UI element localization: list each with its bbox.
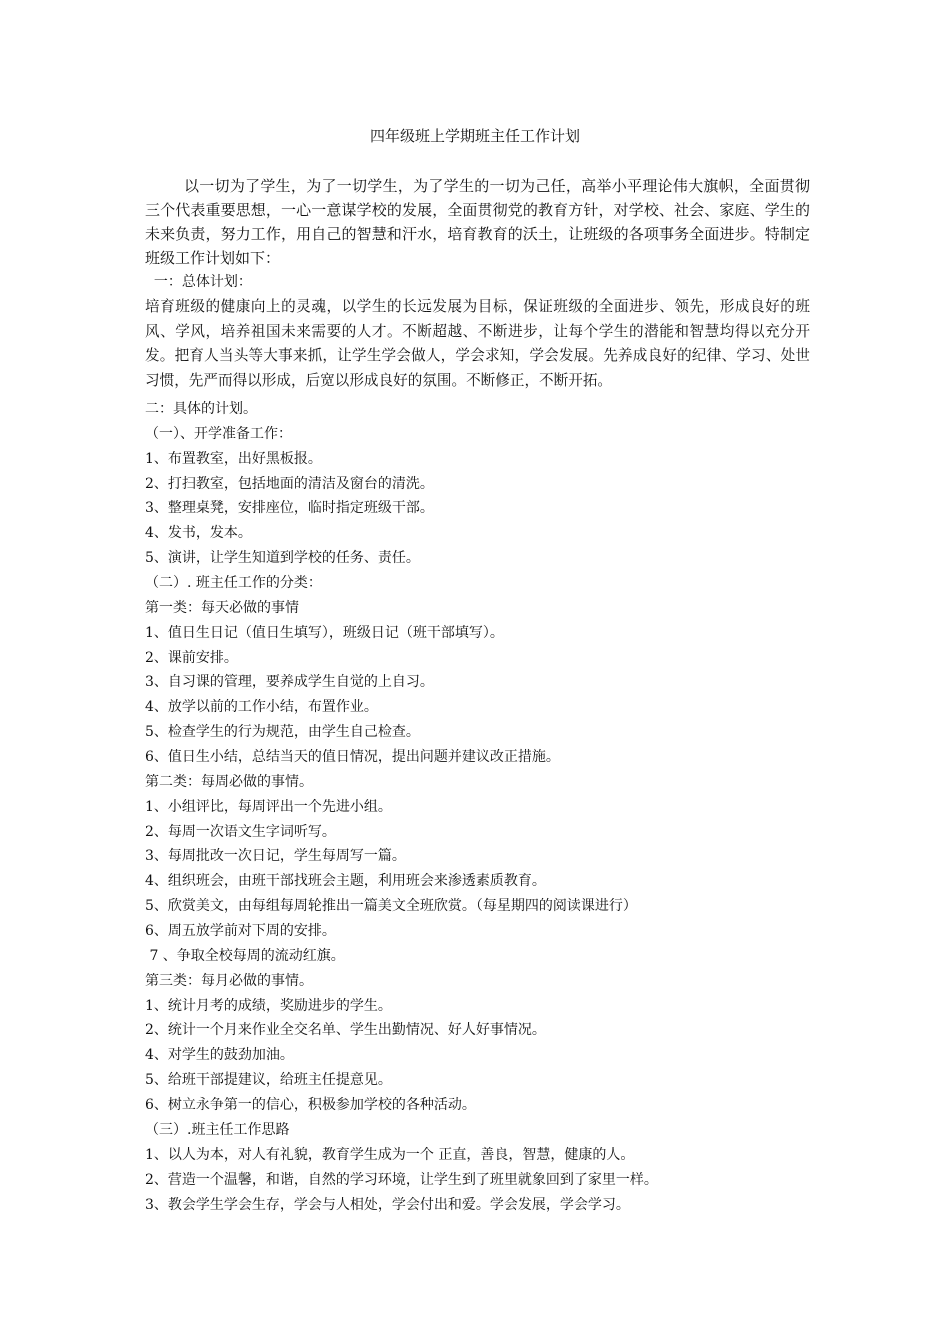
plan-line: 4、对学生的鼓劲加油。: [145, 1047, 294, 1064]
plan-line: 3、教会学生学会生存，学会与人相处，学会付出和爱。学会发展，学会学习。: [145, 1196, 630, 1213]
plan-line: 6、周五放学前对下周的安排。: [145, 923, 336, 940]
plan-line: （三）.班主任工作思路: [145, 1121, 290, 1138]
plan-line: 7 、争取全校每周的流动红旗。: [145, 947, 345, 964]
plan-line: 4、放学以前的工作小结，布置作业。: [145, 699, 378, 716]
plan-line: 6、值日生小结，总结当天的值日情况，提出问题并建议改正措施。: [145, 749, 560, 766]
plan-line: 3、每周批改一次日记，学生每周写一篇。: [145, 848, 406, 865]
plan-line: 2、每周一次语文生字词听写。: [145, 823, 336, 840]
plan-lines: [145, 397, 810, 1217]
plan-line: 第一类：每天必做的事情: [145, 599, 299, 616]
plan-line: 5、演讲，让学生知道到学校的任务、责任。: [145, 550, 420, 567]
plan-line: 1、布置教室，出好黑板报。: [145, 450, 322, 467]
plan-line: 6、树立永争第一的信心，积极参加学校的各种活动。: [145, 1097, 476, 1114]
plan-line: 1、以人为本，对人有礼貌，教育学生成为一个 正直，善良，智慧，健康的人。: [145, 1146, 635, 1163]
plan-line: （一）、开学准备工作：: [145, 425, 292, 442]
plan-line: 4、组织班会，由班干部找班会主题，利用班会来渗透素质教育。: [145, 873, 546, 890]
document-title: 四年级班上学期班主任工作计划: [369, 127, 580, 145]
plan-line: 5、检查学生的行为规范，由学生自己检查。: [145, 724, 420, 741]
plan-line: 2、打扫教室，包括地面的清洁及窗台的清洗。: [145, 475, 434, 492]
section1-heading: 一：总体计划：: [145, 274, 252, 290]
plan-line: 3、整理桌凳，安排座位，临时指定班级干部。: [145, 500, 434, 517]
plan-line: 第二类：每周必做的事情。: [145, 773, 313, 790]
plan-line: 5、给班干部提建议，给班主任提意见。: [145, 1072, 392, 1089]
plan-line: 2、营造一个温馨，和谐，自然的学习环境，让学生到了班里就象回到了家里一样。: [145, 1171, 658, 1188]
plan-line: （二）. 班主任工作的分类：: [145, 575, 322, 592]
section1-body: 培育班级的健康向上的灵魂，以学生的长远发展为目标，保证班级的全面进步、领先，形成良好的班风、学风，培养祖国未来需要的人才。不断超越、不断进步，让每个学生的潜能和智慧均得以充分开发。把育人当头等大事来抓，让学生学会做人，学会求知，学会发展。先养成良好的纪律、学习、处世习惯，先严而得以形成，后宽以形成良好的氛围。不断修正，不断开拓。: [145, 298, 810, 390]
plan-line: 1、值日生日记（值日生填写），班级日记（班干部填写）。: [145, 624, 504, 641]
plan-line: 5、欣赏美文，由每组每周轮推出一篇美文全班欣赏。（每星期四的阅读课进行）: [145, 898, 637, 915]
plan-line: 2、课前安排。: [145, 649, 238, 666]
plan-line: 1、统计月考的成绩，奖励进步的学生。: [145, 997, 392, 1014]
plan-line: 1、小组评比，每周评出一个先进小组。: [145, 798, 392, 815]
plan-line: 二：具体的计划。: [145, 401, 257, 417]
plan-line: 3、自习课的管理，要养成学生自觉的上自习。: [145, 674, 434, 691]
intro-paragraph: 以一切为了学生，为了一切学生，为了学生的一切为己任，高举小平理论伟大旗帜，全面贯彻三个代表重要思想，一心一意谋学校的发展，全面贯彻党的教育方针，对学校、社会、家庭、学生的未来负责，努力工作，用自己的智慧和汗水，培育教育的沃土，让班级的各项事务全面进步。特制定班级工作计划如下：: [145, 177, 810, 267]
plan-line: 4、发书，发本。: [145, 525, 252, 542]
plan-line: 2、统计一个月来作业全交名单、学生出勤情况、好人好事情况。: [145, 1022, 546, 1039]
plan-line: 第三类：每月必做的事情。: [145, 972, 313, 989]
section-heading-list: [145, 270, 810, 295]
